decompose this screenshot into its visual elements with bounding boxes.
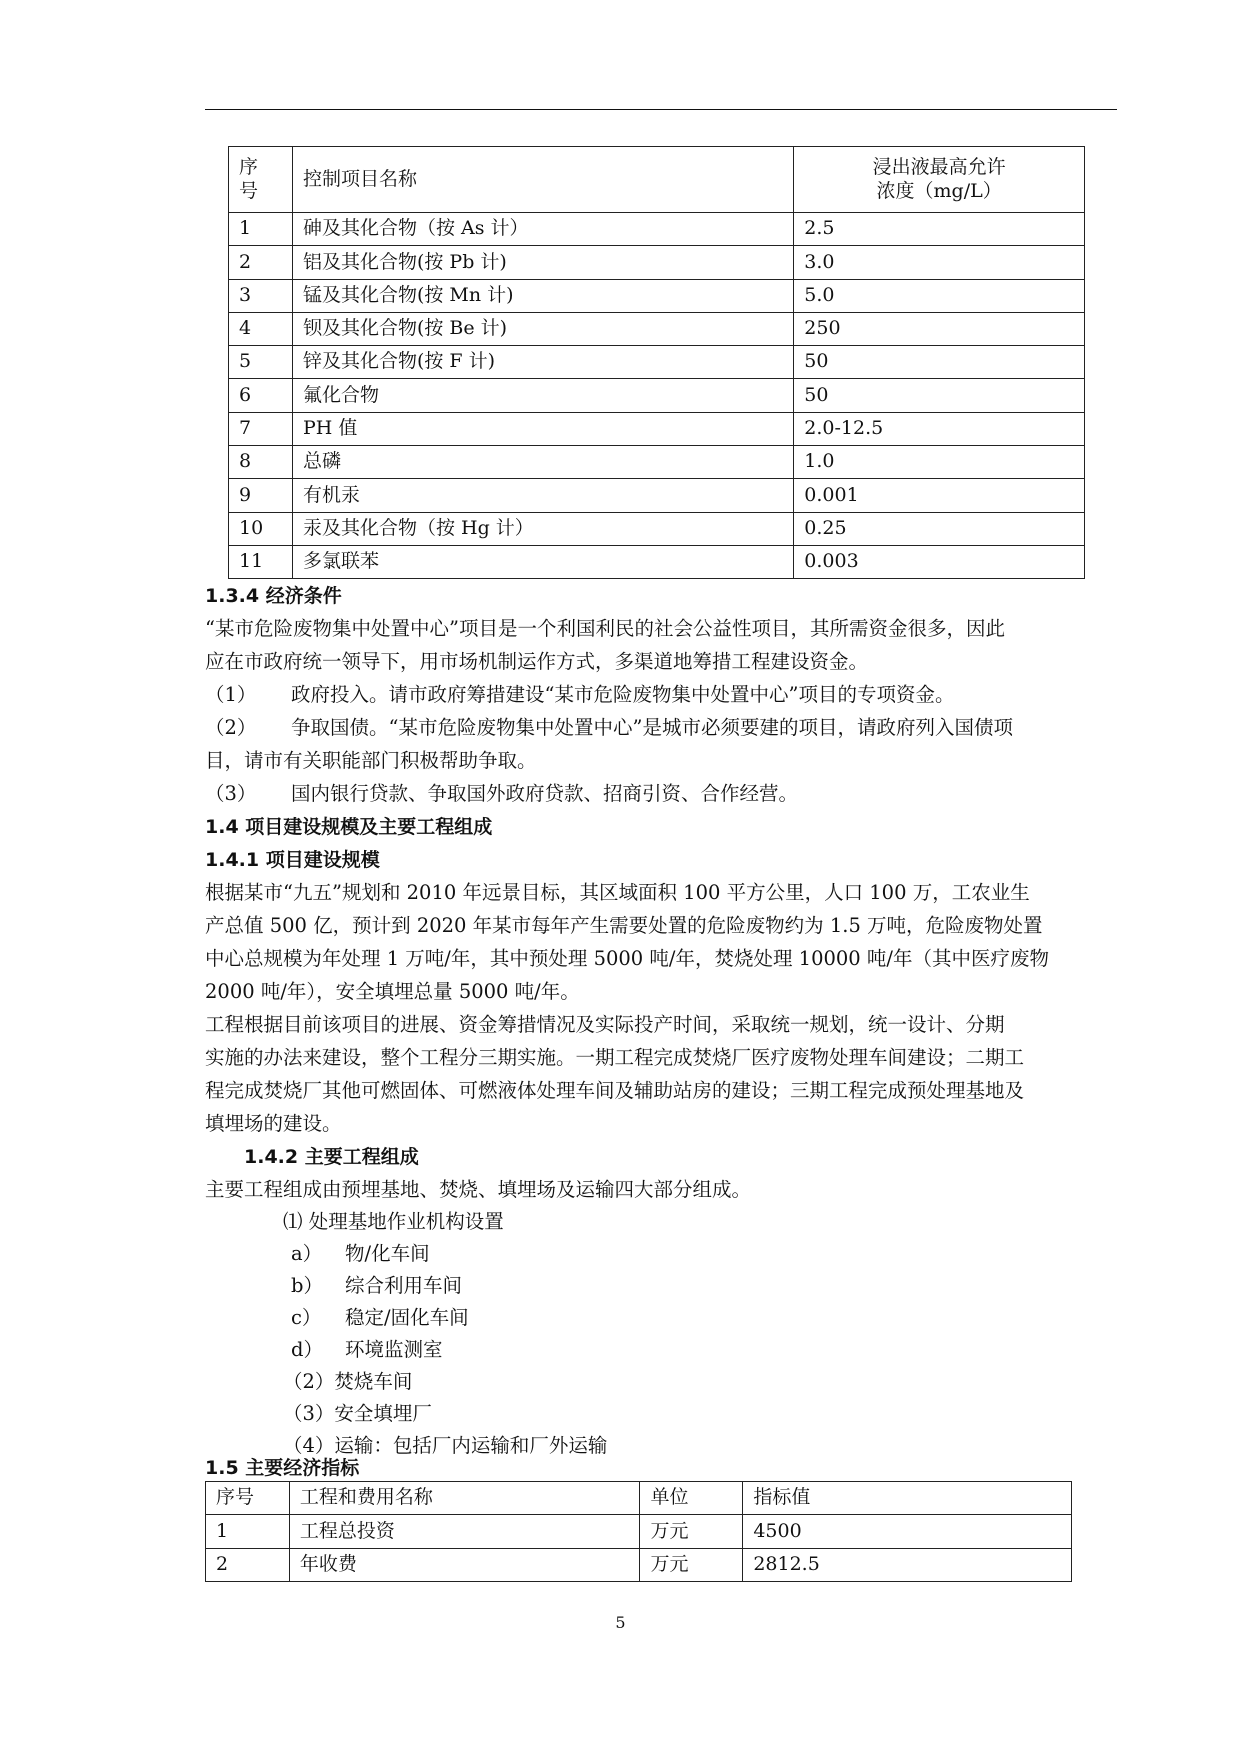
list-text: 综合利用车间 bbox=[345, 1274, 463, 1297]
section-heading-1-3-4: 1.3.4 经济条件 bbox=[205, 585, 342, 607]
table-cell-limit: 50 bbox=[794, 346, 1085, 379]
page-number: 5 bbox=[615, 1613, 626, 1632]
table-row bbox=[229, 545, 1085, 578]
table-cell-limit: 1.0 bbox=[794, 446, 1085, 479]
paragraph-line: 2000 吨/年），安全填埋总量 5000 吨/年。 bbox=[205, 980, 580, 1003]
list-item bbox=[291, 1306, 469, 1330]
table-cell-no: 3 bbox=[229, 279, 293, 312]
table-cell-limit: 2.5 bbox=[794, 213, 1085, 246]
table-cell-limit: 5.0 bbox=[794, 279, 1085, 312]
table-cell-limit: 2.0-12.5 bbox=[794, 412, 1085, 445]
list-text: 国内银行贷款、争取国外政府贷款、招商引资、合作经营。 bbox=[291, 782, 799, 805]
table-cell-no: 4 bbox=[229, 312, 293, 345]
table-row bbox=[206, 1515, 1072, 1548]
table-cell-limit: 0.25 bbox=[794, 512, 1085, 545]
list-item: （3）安全填埋厂 bbox=[283, 1402, 432, 1425]
table-cell-no: 1 bbox=[229, 213, 293, 246]
table-row bbox=[229, 412, 1085, 445]
table-cell-limit: 3.0 bbox=[794, 246, 1085, 279]
section-heading-1-4-2: 1.4.2 主要工程组成 bbox=[244, 1146, 419, 1168]
section-heading-1-5: 1.5 主要经济指标 bbox=[205, 1457, 360, 1479]
table-cell-limit: 50 bbox=[794, 379, 1085, 412]
list-number: （1） bbox=[205, 683, 257, 706]
table-row bbox=[229, 346, 1085, 379]
header-no: 序 号 bbox=[229, 147, 293, 213]
list-text: 物/化车间 bbox=[345, 1242, 430, 1265]
table-cell-name: 工程总投资 bbox=[289, 1515, 640, 1548]
list-item bbox=[205, 683, 954, 707]
table-cell-no: 11 bbox=[229, 545, 293, 578]
table-row bbox=[229, 512, 1085, 545]
list-number: （3） bbox=[205, 782, 257, 805]
table-header-row bbox=[229, 147, 1085, 213]
paragraph-line: 程完成焚烧厂其他可燃固体、可燃液体处理车间及辅助站房的建设；三期工程完成预处理基地及 bbox=[205, 1079, 1025, 1102]
header-name: 控制项目名称 bbox=[292, 147, 793, 213]
table-row bbox=[229, 246, 1085, 279]
table-cell-no: 7 bbox=[229, 412, 293, 445]
list-item: （2）焚烧车间 bbox=[283, 1370, 413, 1393]
list-text: 争取国债。“某市危险废物集中处置中心”是城市必须要建的项目，请政府列入国债项 bbox=[291, 716, 1013, 739]
list-text: 政府投入。请市政府筹措建设“某市危险废物集中处置中心”项目的专项资金。 bbox=[291, 683, 955, 706]
list-item bbox=[291, 1338, 443, 1362]
table-cell-limit: 250 bbox=[794, 312, 1085, 345]
list-letter: c） bbox=[291, 1306, 322, 1329]
table-cell-limit: 0.001 bbox=[794, 479, 1085, 512]
table-row bbox=[229, 213, 1085, 246]
list-item: ⑴ 处理基地作业机构设置 bbox=[283, 1210, 504, 1233]
header-value: 指标值 bbox=[743, 1482, 1072, 1515]
table-row bbox=[206, 1548, 1072, 1581]
table-cell-limit: 0.003 bbox=[794, 545, 1085, 578]
table-cell-name: 氟化合物 bbox=[292, 379, 793, 412]
header-name: 工程和费用名称 bbox=[289, 1482, 640, 1515]
table-cell-name: 锌及其化合物(按 F 计) bbox=[292, 346, 793, 379]
table-cell-value: 2812.5 bbox=[743, 1548, 1072, 1581]
list-item: （4）运输：包括厂内运输和厂外运输 bbox=[283, 1434, 608, 1457]
table-cell-name: 多氯联苯 bbox=[292, 545, 793, 578]
paragraph-line: 产总值 500 亿，预计到 2020 年某市每年产生需要处置的危险废物约为 1.5 万吨，危险废物处置 bbox=[205, 914, 1043, 937]
paragraph-line: “某市危险废物集中处置中心”项目是一个利国利民的社会公益性项目，其所需资金很多，因此 bbox=[205, 617, 1005, 640]
table-cell-no: 10 bbox=[229, 512, 293, 545]
section-heading-1-4: 1.4 项目建设规模及主要工程组成 bbox=[205, 816, 493, 838]
leaching-limit-table bbox=[228, 146, 1085, 579]
table-row bbox=[229, 379, 1085, 412]
table-cell-name: 钡及其化合物(按 Be 计) bbox=[292, 312, 793, 345]
table-cell-no: 2 bbox=[229, 246, 293, 279]
table-cell-name: 有机汞 bbox=[292, 479, 793, 512]
table-cell-name: 砷及其化合物（按 As 计） bbox=[292, 213, 793, 246]
header-unit: 单位 bbox=[640, 1482, 743, 1515]
header-no: 序号 bbox=[206, 1482, 290, 1515]
list-text: 稳定/固化车间 bbox=[345, 1306, 469, 1329]
section-heading-1-4-1: 1.4.1 项目建设规模 bbox=[205, 849, 380, 871]
table-row bbox=[229, 312, 1085, 345]
list-letter: d） bbox=[291, 1338, 323, 1361]
table-cell-no: 5 bbox=[229, 346, 293, 379]
table-cell-name: 总磷 bbox=[292, 446, 793, 479]
paragraph-line: 实施的办法来建设，整个工程分三期实施。一期工程完成焚烧厂医疗废物处理车间建设；二期工 bbox=[205, 1046, 1025, 1069]
table-cell-no: 2 bbox=[206, 1548, 290, 1581]
table-cell-no: 6 bbox=[229, 379, 293, 412]
list-number: （2） bbox=[205, 716, 257, 739]
paragraph-line: 应在市政府统一领导下，用市场机制运作方式，多渠道地筹措工程建设资金。 bbox=[205, 650, 869, 673]
table-cell-no: 9 bbox=[229, 479, 293, 512]
list-item bbox=[205, 782, 798, 806]
list-letter: a） bbox=[291, 1242, 323, 1265]
list-item bbox=[291, 1274, 462, 1298]
table-row bbox=[229, 279, 1085, 312]
table-row bbox=[229, 479, 1085, 512]
table-cell-name: 年收费 bbox=[289, 1548, 640, 1581]
list-text: 环境监测室 bbox=[345, 1338, 443, 1361]
table-cell-no: 1 bbox=[206, 1515, 290, 1548]
list-item bbox=[291, 1242, 430, 1266]
economic-indicator-table bbox=[205, 1481, 1072, 1582]
table-cell-name: 锰及其化合物(按 Mn 计) bbox=[292, 279, 793, 312]
table-cell-unit: 万元 bbox=[640, 1515, 743, 1548]
list-letter: b） bbox=[291, 1274, 323, 1297]
table-header-row bbox=[206, 1482, 1072, 1515]
table-cell-value: 4500 bbox=[743, 1515, 1072, 1548]
header-rule bbox=[205, 109, 1117, 110]
paragraph-line: 根据某市“九五”规划和 2010 年远景目标，其区域面积 100 平方公里，人口 100 万，工农业生 bbox=[205, 881, 1030, 904]
table-row bbox=[229, 446, 1085, 479]
table-cell-unit: 万元 bbox=[640, 1548, 743, 1581]
paragraph-line: 中心总规模为年处理 1 万吨/年，其中预处理 5000 吨/年，焚烧处理 10000 吨/年（其中医疗废物 bbox=[205, 947, 1049, 970]
table-cell-name: 铝及其化合物(按 Pb 计) bbox=[292, 246, 793, 279]
table-cell-no: 8 bbox=[229, 446, 293, 479]
paragraph-line: 填埋场的建设。 bbox=[205, 1112, 342, 1135]
paragraph-line: 工程根据目前该项目的进展、资金筹措情况及实际投产时间，采取统一规划，统一设计、分期 bbox=[205, 1013, 1005, 1036]
header-limit: 浸出液最高允许 浓度（mg/L） bbox=[794, 147, 1085, 213]
paragraph-line: 主要工程组成由预埋基地、焚烧、填埋场及运输四大部分组成。 bbox=[205, 1178, 752, 1201]
list-item bbox=[205, 716, 1013, 740]
table-cell-name: 汞及其化合物（按 Hg 计） bbox=[292, 512, 793, 545]
table-cell-name: PH 值 bbox=[292, 412, 793, 445]
paragraph-line: 目，请市有关职能部门积极帮助争取。 bbox=[205, 749, 537, 772]
